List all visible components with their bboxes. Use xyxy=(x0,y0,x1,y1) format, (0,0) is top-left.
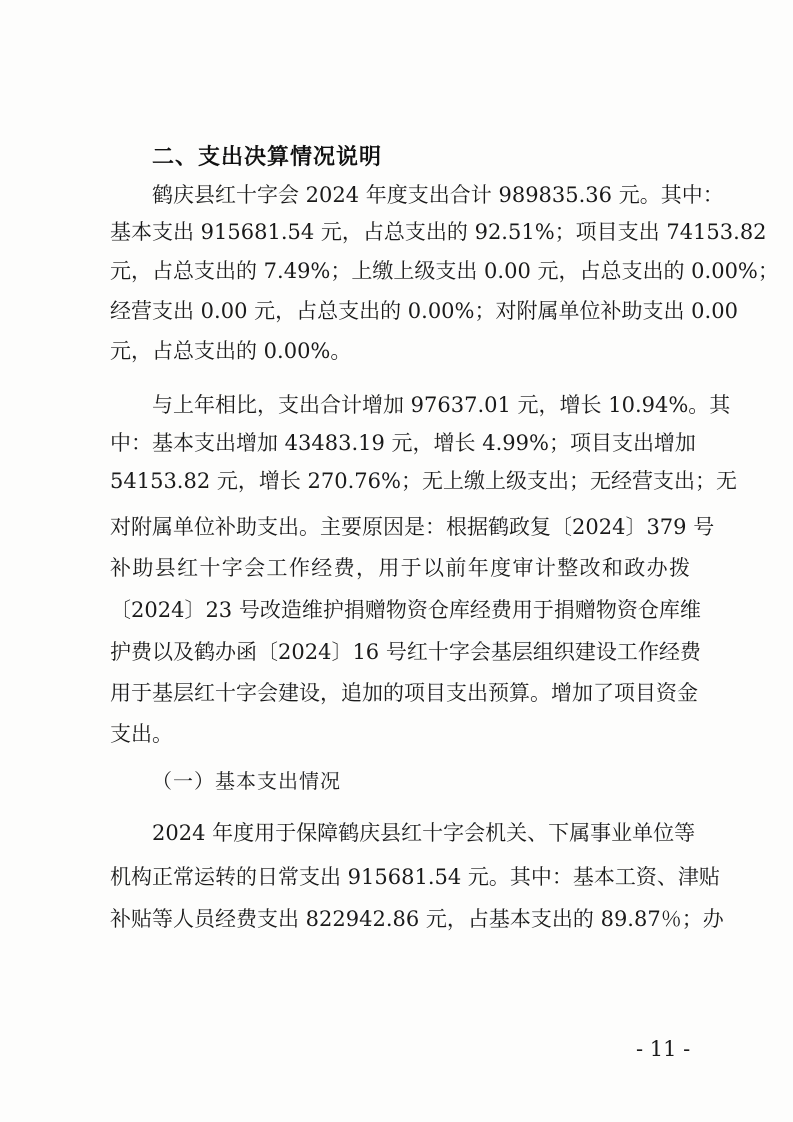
paragraph-line: 2024 年度用于保障鹤庆县红十字会机关、下属事业单位等 xyxy=(152,821,696,845)
paragraph-line: 鹤庆县红十字会 2024 年度支出合计 989835.36 元。其中： xyxy=(152,183,724,207)
paragraph-line: 元，占总支出的 7.49%；上缴上级支出 0.00 元，占总支出的 0.00%； xyxy=(110,259,779,283)
paragraph-line: 54153.82 元，增长 270.76%；无上缴上级支出；无经营支出；无 xyxy=(110,469,737,493)
paragraph-line: 用于基层红十字会建设，追加的项目支出预算。增加了项目资金 xyxy=(110,681,698,705)
paragraph-line: 与上年相比，支出合计增加 97637.01 元，增长 10.94%。其 xyxy=(152,393,731,417)
paragraph-line: 护费以及鹤办函〔2024〕16 号红十字会基层组织建设工作经费 xyxy=(110,640,701,664)
paragraph-line: 对附属单位补助支出。主要原因是：根据鹤政复〔2024〕379 号 xyxy=(110,515,715,539)
paragraph-line: 支出。 xyxy=(110,722,173,746)
paragraph-line: 补助县红十字会工作经费，用于以前年度审计整改和政办拨 xyxy=(110,556,690,580)
section-heading: 二、支出决算情况说明 xyxy=(152,145,383,170)
paragraph-line: 补贴等人员经费支出 822942.86 元，占基本支出的 89.87％；办 xyxy=(110,907,724,931)
paragraph-line: 经营支出 0.00 元，占总支出的 0.00%；对附属单位补助支出 0.00 xyxy=(110,299,738,323)
paragraph-line: 机构正常运转的日常支出 915681.54 元。其中：基本工资、津贴 xyxy=(110,865,720,889)
paragraph-line: 元，占总支出的 0.00%。 xyxy=(110,339,352,363)
subsection-heading: （一）基本支出情况 xyxy=(152,769,341,793)
page-number: - 11 - xyxy=(636,1037,691,1061)
paragraph-line: 中：基本支出增加 43483.19 元，增长 4.99%；项目支出增加 xyxy=(110,431,696,455)
paragraph-line: 基本支出 915681.54 元，占总支出的 92.51%；项目支出 74153.82 xyxy=(110,220,767,244)
paragraph-line: 〔2024〕23 号改造维护捐赠物资仓库经费用于捐赠物资仓库维 xyxy=(110,598,701,622)
